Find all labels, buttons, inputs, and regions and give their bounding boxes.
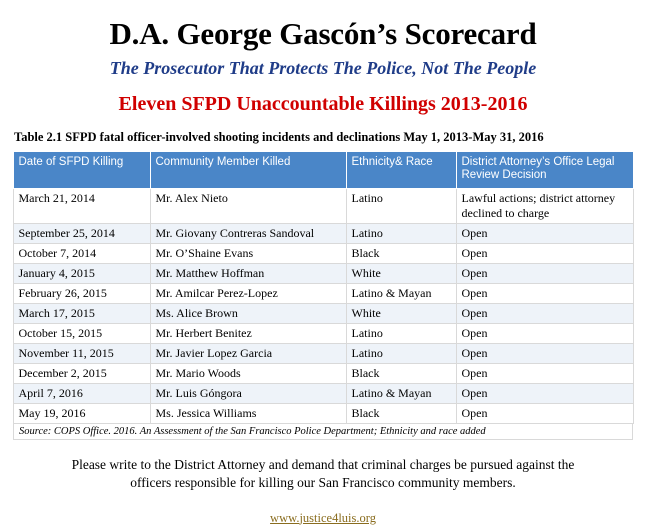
table-row	[13, 284, 633, 304]
table-row	[13, 384, 633, 404]
cell-ethnicity: Latino	[346, 189, 456, 224]
table-row	[13, 304, 633, 324]
cell-ethnicity: Latino	[346, 344, 456, 364]
cell-date: January 4, 2015	[13, 264, 150, 284]
cell-ethnicity: Latino & Mayan	[346, 384, 456, 404]
cell-ethnicity: White	[346, 304, 456, 324]
cell-date: October 7, 2014	[13, 244, 150, 264]
cell-member: Mr. Luis Góngora	[150, 384, 346, 404]
cell-decision: Open	[456, 384, 633, 404]
column-header-member: Community Member Killed	[150, 151, 346, 189]
cell-member: Mr. Giovany Contreras Sandoval	[150, 224, 346, 244]
cell-member: Mr. Matthew Hoffman	[150, 264, 346, 284]
cell-member: Mr. Alex Nieto	[150, 189, 346, 224]
column-header-ethnicity: Ethnicity& Race	[346, 151, 456, 189]
cell-ethnicity: Latino	[346, 224, 456, 244]
cell-date: December 2, 2015	[13, 364, 150, 384]
cell-member: Ms. Alice Brown	[150, 304, 346, 324]
scorecard-page	[0, 16, 646, 525]
cell-ethnicity: White	[346, 264, 456, 284]
call-to-action-text: Please write to the District Attorney and demand that criminal charges be pursued against the officers responsible for killing our San Francisco community members.	[71, 457, 575, 491]
cell-ethnicity: Black	[346, 404, 456, 424]
cell-decision: Lawful actions; district attorney declined to charge	[456, 189, 633, 224]
table-row	[13, 364, 633, 384]
cell-ethnicity: Black	[346, 244, 456, 264]
table-row	[13, 404, 633, 424]
cell-member: Ms. Jessica Williams	[150, 404, 346, 424]
page-subtitle: The Prosecutor That Protects The Police, Not The People	[109, 57, 537, 78]
killings-table	[13, 151, 634, 425]
cell-decision: Open	[456, 284, 633, 304]
column-header-date: Date of SFPD Killing	[13, 151, 150, 189]
cell-member: Mr. Amilcar Perez-Lopez	[150, 284, 346, 304]
cell-ethnicity: Latino	[346, 324, 456, 344]
cell-decision: Open	[456, 304, 633, 324]
cell-ethnicity: Black	[346, 364, 456, 384]
cell-member: Mr. O’Shaine Evans	[150, 244, 346, 264]
table-row	[13, 189, 633, 224]
cell-date: March 21, 2014	[13, 189, 150, 224]
cell-date: February 26, 2015	[13, 284, 150, 304]
cell-date: September 25, 2014	[13, 224, 150, 244]
table-header-row	[13, 151, 633, 189]
table-row	[13, 244, 633, 264]
cell-decision: Open	[456, 404, 633, 424]
website-link[interactable]: www.justice4luis.org	[270, 510, 376, 525]
table-row	[13, 324, 633, 344]
column-header-decision: District Attorney’s Office Legal Review Decision	[456, 151, 633, 189]
cell-decision: Open	[456, 344, 633, 364]
cell-member: Mr. Herbert Benitez	[150, 324, 346, 344]
cell-member: Mr. Javier Lopez Garcia	[150, 344, 346, 364]
cell-date: October 15, 2015	[13, 324, 150, 344]
table-source-note: Source: COPS Office. 2016. An Assessment of the San Francisco Police Department; Ethnicity and race added	[13, 424, 633, 440]
cell-decision: Open	[456, 364, 633, 384]
cell-decision: Open	[456, 264, 633, 284]
cell-decision: Open	[456, 224, 633, 244]
cell-date: March 17, 2015	[13, 304, 150, 324]
table-caption: Table 2.1 SFPD fatal officer-involved shooting incidents and declinations May 1, 2013-May 31, 2016	[14, 129, 544, 144]
cell-date: November 11, 2015	[13, 344, 150, 364]
killings-headline: Eleven SFPD Unaccountable Killings 2013-2016	[118, 92, 528, 115]
cell-decision: Open	[456, 324, 633, 344]
table-row	[13, 224, 633, 244]
table-row	[13, 344, 633, 364]
cell-decision: Open	[456, 244, 633, 264]
table-row	[13, 264, 633, 284]
cell-member: Mr. Mario Woods	[150, 364, 346, 384]
cell-ethnicity: Latino & Mayan	[346, 284, 456, 304]
cell-date: May 19, 2016	[13, 404, 150, 424]
page-title: D.A. George Gascón’s Scorecard	[109, 16, 537, 51]
cell-date: April 7, 2016	[13, 384, 150, 404]
